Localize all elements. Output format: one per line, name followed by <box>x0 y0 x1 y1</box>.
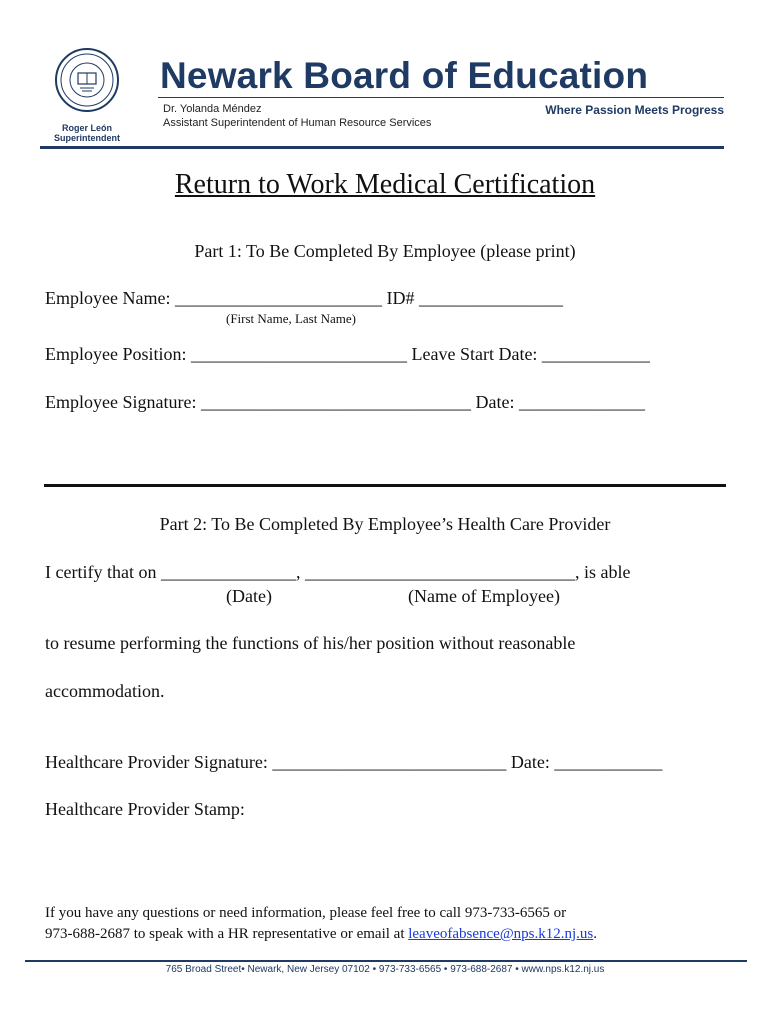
tagline: Where Passion Meets Progress <box>545 103 724 117</box>
part2-heading: Part 2: To Be Completed By Employee’s Health Care Provider <box>159 514 611 534</box>
official-title: Assistant Superintendent of Human Resource Services <box>163 117 432 129</box>
employee-name-hint-2: (Name of Employee) <box>408 586 560 606</box>
employee-name-hint: (First Name, Last Name) <box>226 311 356 326</box>
questions-line-2 <box>45 926 597 943</box>
organization-name: Newark Board of Education <box>160 55 649 96</box>
superintendent-name: Roger León <box>61 123 112 133</box>
email-link[interactable]: leaveofabsence@nps.k12.nj.us <box>408 926 594 942</box>
provider-stamp-line: Healthcare Provider Stamp: <box>45 799 245 819</box>
section-divider <box>44 484 726 487</box>
accommodation-line: accommodation. <box>45 681 165 701</box>
questions-line-2-suffix: . <box>593 926 597 942</box>
employee-signature-line[interactable]: Employee Signature: ______________________________ Date: ______________ <box>45 392 645 412</box>
header-divider <box>158 97 724 98</box>
employee-position-line[interactable]: Employee Position: ________________________ Leave Start Date: ____________ <box>45 344 650 364</box>
provider-signature-line[interactable]: Healthcare Provider Signature: __________________________ Date: ____________ <box>45 752 663 772</box>
questions-line-2-prefix: 973-688-2687 to speak with a HR representative or email at <box>45 926 409 942</box>
questions-line-1: If you have any questions or need information, please feel free to call 973-733-6565 or <box>45 905 567 921</box>
document-title: Return to Work Medical Certification <box>174 169 596 200</box>
official-name: Dr. Yolanda Méndez <box>163 103 262 115</box>
part1-heading: Part 1: To Be Completed By Employee (please print) <box>194 241 576 261</box>
footer-divider <box>25 960 747 962</box>
superintendent-title: Superintendent <box>53 133 120 143</box>
certify-line[interactable]: I certify that on _______________, ______________________________, is able <box>45 562 631 582</box>
date-hint: (Date) <box>226 586 272 606</box>
header-bottom-divider <box>40 146 724 149</box>
employee-name-line[interactable]: Employee Name: _______________________ ID# ________________ <box>45 288 563 308</box>
resume-line: to resume performing the functions of his/her position without reasonable <box>45 633 576 653</box>
district-seal-icon <box>54 47 120 113</box>
footer-address: 765 Broad Street• Newark, New Jersey 07102 • 973-733-6565 • 973-688-2687 • www.nps.k12.nj.us <box>165 964 605 975</box>
